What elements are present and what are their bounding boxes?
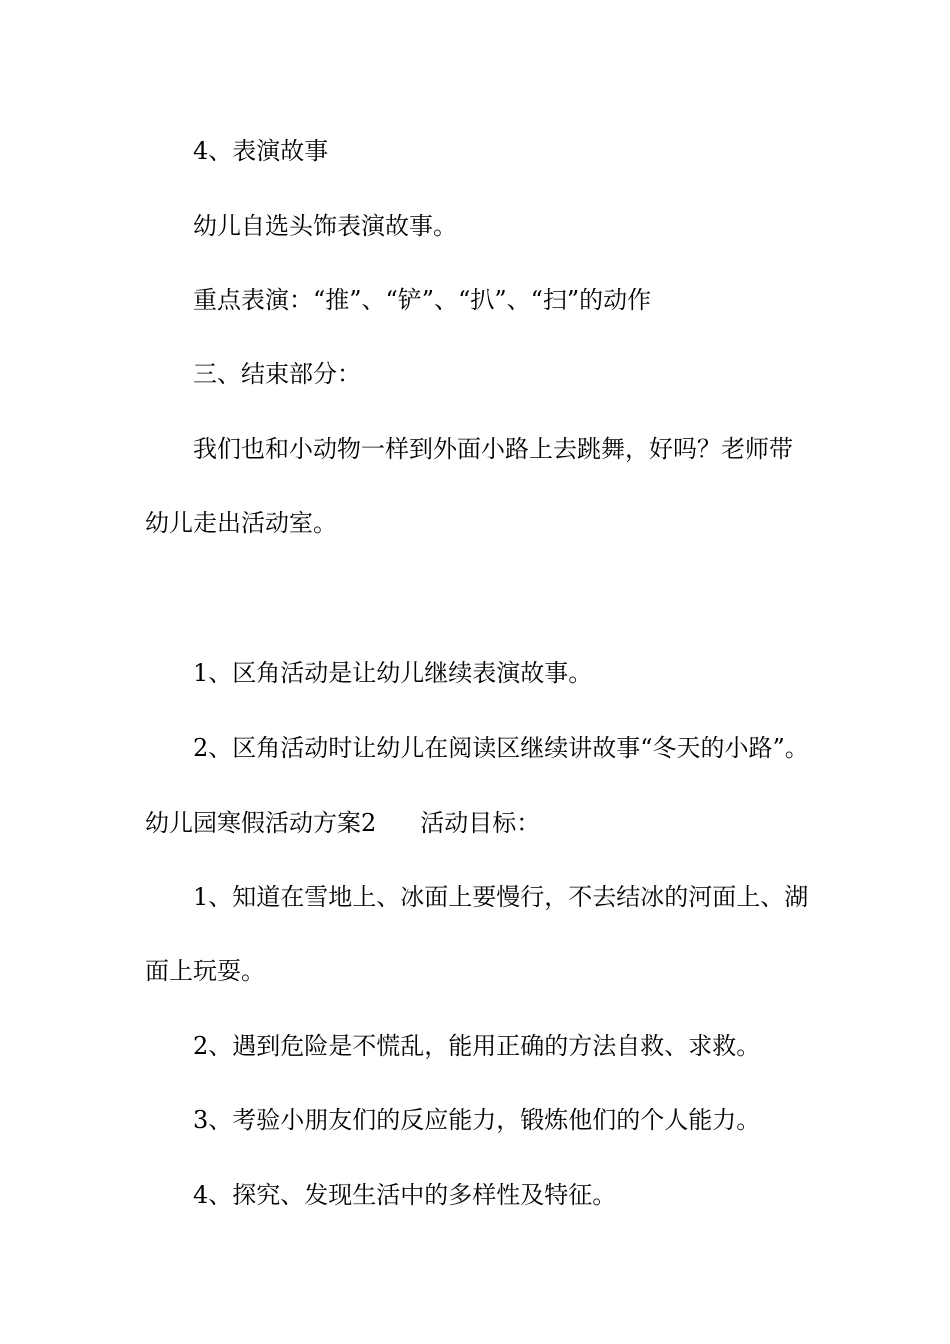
paragraph-line: 我们也和小动物一样到外面小路上去跳舞，好吗？老师带 — [193, 435, 793, 463]
list-item: 2、遇到危险是不慌乱，能用正确的方法自救、求救。 — [193, 1032, 761, 1060]
step-heading: 4、表演故事 — [193, 137, 329, 165]
plan-title: 幼儿园寒假活动方案2 — [145, 809, 377, 837]
list-item: 2、区角活动时让幼儿在阅读区继续讲故事“冬天的小路”。 — [193, 734, 809, 762]
paragraph-line-continued: 幼儿走出活动室。 — [145, 509, 337, 537]
list-item: 3、考验小朋友们的反应能力，锻炼他们的个人能力。 — [193, 1106, 761, 1134]
paragraph: 重点表演：“推”、“铲”、“扒”、“扫”的动作 — [193, 286, 652, 314]
list-item: 1、区角活动是让幼儿继续表演故事。 — [193, 659, 593, 687]
paragraph: 幼儿自选头饰表演故事。 — [193, 212, 457, 240]
list-item: 4、探究、发现生活中的多样性及特征。 — [193, 1181, 617, 1209]
list-item-continued: 面上玩耍。 — [145, 957, 265, 985]
list-item: 1、知道在雪地上、冰面上要慢行，不去结冰的河面上、湖 — [193, 883, 809, 911]
section-heading: 三、结束部分： — [193, 360, 361, 388]
plan-title-line — [145, 808, 540, 838]
objectives-heading: 活动目标： — [420, 809, 541, 837]
